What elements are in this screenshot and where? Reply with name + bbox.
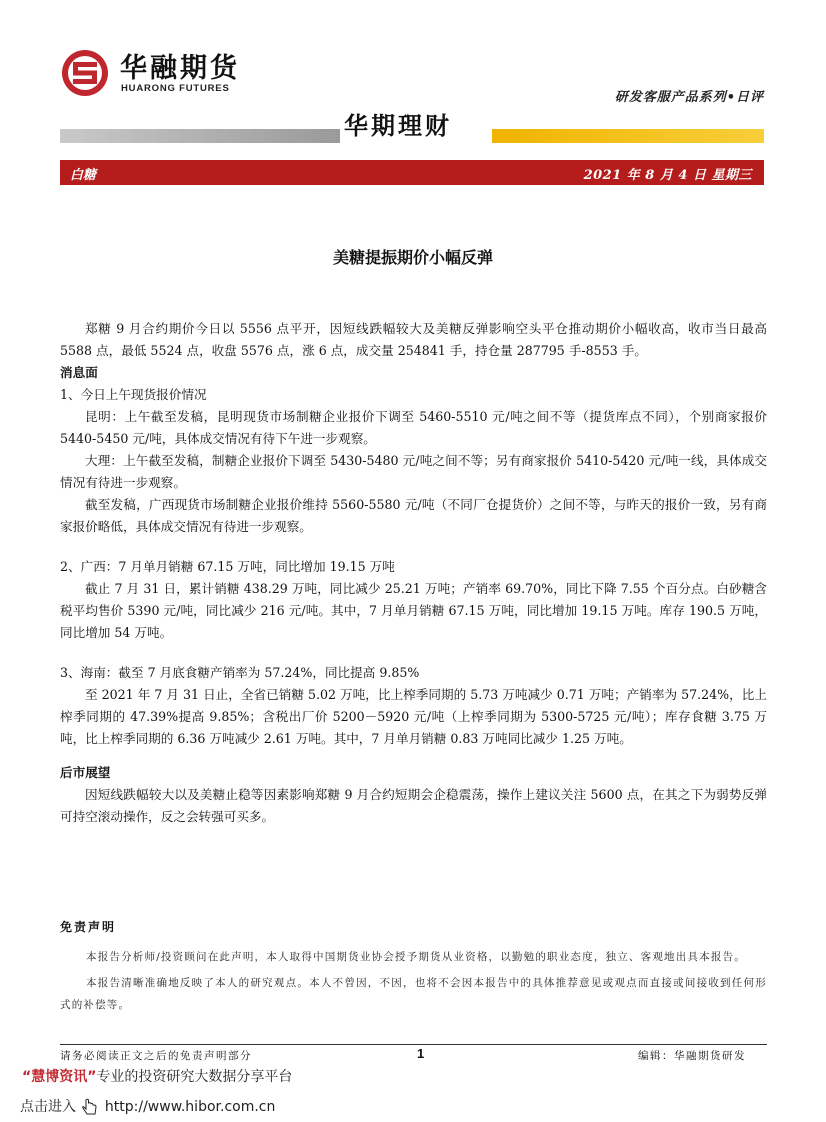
item2-paragraph: 截止 7 月 31 日，累计销糖 438.29 万吨，同比减少 25.21 万吨；产销率 69.70%，同比下降 7.55 个百分点。白砂糖含税平均售价 5390 元/吨，同比减少 216 元/吨。其中，7 月单月销糖 67.15 万吨，同比增加 19.15 万吨。库存 190.5 万吨，同比增加 54 万吨。 xyxy=(60,581,767,640)
watermark-tagline: 专业的投资研究大数据分享平台 xyxy=(96,1069,293,1085)
report-series: 研发客服产品系列•日评 xyxy=(614,90,764,105)
pointer-hand-icon xyxy=(80,1098,100,1116)
watermark-banner xyxy=(22,1066,292,1086)
category-band xyxy=(60,160,764,185)
disclaimer-title: 免责声明 xyxy=(60,920,117,934)
item3-title: 3、海南：截至 7 月底食糖产销率为 57.24%，同比提高 9.85% xyxy=(60,665,420,680)
disclaimer-body xyxy=(60,946,767,1020)
page-number: 1 xyxy=(417,1046,425,1061)
brand-name-english: HUARONG FUTURES xyxy=(121,83,230,94)
watermark-brand: “慧博资讯” xyxy=(22,1069,97,1085)
category-label: 白糖 xyxy=(70,168,97,183)
article-headline: 美糖提振期价小幅反弹 xyxy=(332,248,493,267)
header-gray-bar xyxy=(60,129,340,143)
footer-divider xyxy=(60,1044,767,1045)
footer-note: 请务必阅读正文之后的免责声明部分 xyxy=(60,1050,252,1062)
item3-paragraph: 至 2021 年 7 月 31 日止，全省已销糖 5.02 万吨，比上榨季同期的 5.73 万吨减少 0.71 万吨；产销率为 57.24%，比上榨季同期的 47.39%提高 9.85%；含税出厂价 5200－5920 元/吨（上榨季同期为 5300-5725 元/吨）；库存食糖 3.75 万吨，比上榨季同期的 6.36 万吨减少 2.61 万吨。其中，7 月单月销糖 0.83 万吨同比减少 1.25 万吨。 xyxy=(60,687,767,746)
topic-title: 华期理财 xyxy=(344,112,452,140)
disclaimer-paragraph-1: 本报告分析师/投资顾问在此声明，本人取得中国期货业协会授予期货从业资格，以勤勉的职业态度，独立、客观地出具本报告。 xyxy=(86,951,746,963)
watermark-url[interactable]: http://www.hibor.com.cn xyxy=(104,1099,276,1115)
header-yellow-bar xyxy=(492,129,764,143)
item1-dali-paragraph: 大理：上午截至发稿，制糖企业报价下调至 5430-5480 元/吨之间不等；另有商家报价 5410-5420 元/吨一线，具体成交情况有待进一步观察。 xyxy=(60,453,767,490)
brand-name: 华融期货 xyxy=(120,53,240,84)
article-body xyxy=(60,318,767,828)
outlook-heading: 后市展望 xyxy=(60,765,111,780)
item1-kunming-paragraph: 昆明：上午截至发稿，昆明现货市场制糖企业报价下调至 5460-5510 元/吨之间不等（提货库点不同），个别商家报价 5440-5450 元/吨，具体成交情况有待下午进一步观察。 xyxy=(60,409,767,446)
news-heading: 消息面 xyxy=(60,365,98,380)
watermark-click-label: 点击进入 xyxy=(20,1099,76,1115)
intro-paragraph: 郑糖 9 月合约期价今日以 5556 点平开，因短线跌幅较大及美糖反弹影响空头平仓推动期价小幅收高，收市当日最高 5588 点，最低 5524 点，收盘 5576 点，涨 6 点，成交量 254841 手，持仓量 287795 手-8553 手。 xyxy=(60,321,767,358)
disclaimer-paragraph-2: 本报告清晰准确地反映了本人的研究观点。本人不曾因，不因，也将不会因本报告中的具体推荐意见或观点而直接或间接收到任何形式的补偿等。 xyxy=(60,977,767,1011)
huarong-logo-icon xyxy=(60,48,110,98)
item1-guangxi-paragraph: 截至发稿，广西现货市场制糖企业报价维持 5560-5580 元/吨（不同厂仓提货价）之间不等，与昨天的报价一致，另有商家报价略低，具体成交情况有待进一步观察。 xyxy=(60,497,767,534)
report-date: 2021 年 8 月 4 日 星期三 xyxy=(583,168,752,183)
outlook-paragraph: 因短线跌幅较大以及美糖止稳等因素影响郑糖 9 月合约短期会企稳震荡，操作上建议关注 5600 点，在其之下为弱势反弹可持空滚动操作，反之会转强可买多。 xyxy=(60,787,767,824)
watermark-link[interactable] xyxy=(20,1096,275,1116)
footer-editor: 编辑：华融期货研发 xyxy=(638,1050,746,1062)
item2-title: 2、广西：7 月单月销糖 67.15 万吨，同比增加 19.15 万吨 xyxy=(60,559,395,574)
item1-title: 1、今日上午现货报价情况 xyxy=(60,387,207,402)
